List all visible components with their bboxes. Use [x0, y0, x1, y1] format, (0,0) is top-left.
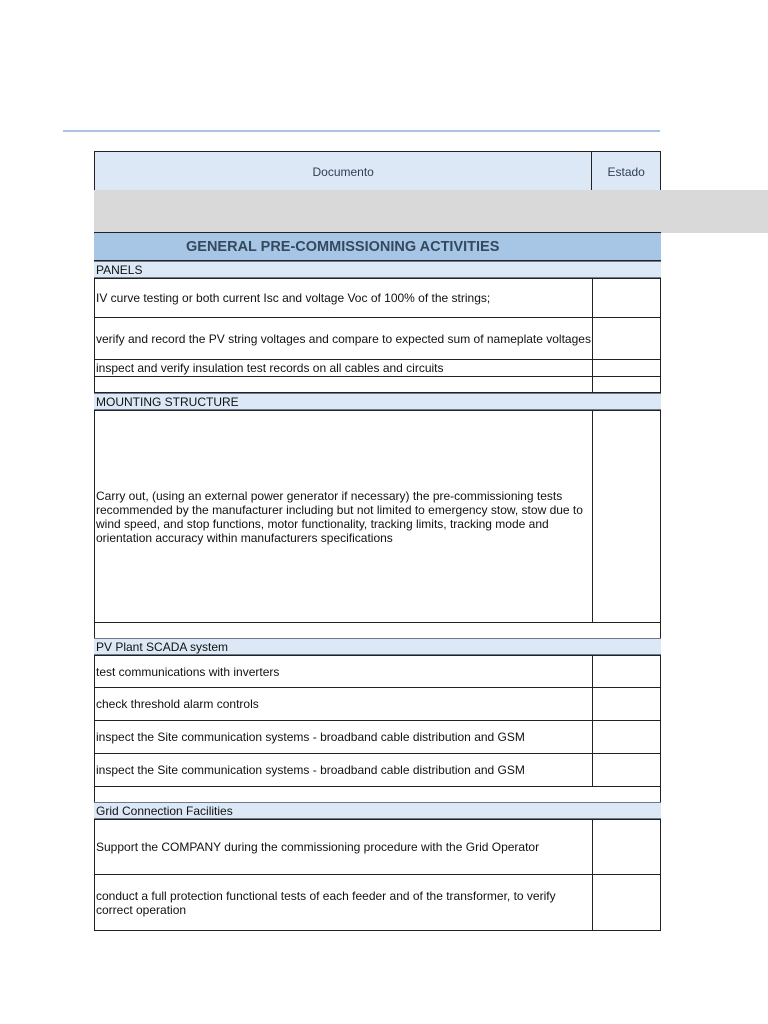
table-row	[94, 655, 661, 688]
table-row	[94, 360, 661, 377]
gray-band	[94, 190, 768, 233]
row-document: inspect the Site communication systems - broadband cable distribution and GSM	[95, 721, 593, 753]
table-row	[94, 410, 661, 623]
row-status-cell[interactable]	[593, 875, 660, 930]
row-document: inspect the Site communication systems - broadband cable distribution and GSM	[95, 754, 593, 786]
table-row	[94, 318, 661, 360]
table-row	[94, 875, 661, 931]
spacer-row	[94, 623, 661, 638]
section-grid-connection: Grid Connection Facilities	[94, 802, 661, 819]
section-scada: PV Plant SCADA system	[94, 638, 661, 655]
table-row	[94, 754, 661, 787]
row-document: conduct a full protection functional tests of each feeder and of the transformer, to verify correct operation	[95, 875, 593, 930]
row-status-cell[interactable]	[593, 721, 660, 753]
table-row	[94, 278, 661, 318]
row-status-cell[interactable]	[593, 318, 660, 359]
spacer-row	[94, 787, 661, 802]
table-row	[94, 721, 661, 754]
row-status-cell[interactable]	[593, 754, 660, 786]
section-panels: PANELS	[94, 261, 661, 278]
row-document: IV curve testing or both current Isc and voltage Voc of 100% of the strings;	[95, 279, 593, 317]
row-status-cell[interactable]	[593, 688, 660, 720]
table-row	[94, 819, 661, 875]
documento-header: Documento	[94, 151, 592, 192]
table-row-empty	[94, 377, 661, 393]
row-document: check threshold alarm controls	[95, 688, 593, 720]
row-document: test communications with inverters	[95, 656, 593, 687]
row-document: Support the COMPANY during the commissioning procedure with the Grid Operator	[95, 820, 593, 874]
estado-header: Estado	[592, 151, 661, 192]
row-document: Carry out, (using an external power generator if necessary) the pre-commissioning tests recommended by the manufacturer including but not limited to emergency stow, stow due to wind speed, and stop functions, motor functionality, tracking limits, tracking mode and orientation accuracy within manufacturers specifications	[95, 411, 593, 622]
page-title: GENERAL PRE-COMMISSIONING ACTIVITIES	[94, 232, 661, 261]
top-rule	[63, 130, 660, 132]
row-status-cell[interactable]	[593, 820, 660, 874]
table-header	[94, 151, 661, 190]
row-document: inspect and verify insulation test records on all cables and circuits	[95, 360, 593, 376]
row-status-cell[interactable]	[593, 656, 660, 687]
row-document: verify and record the PV string voltages and compare to expected sum of nameplate voltages	[95, 318, 593, 359]
row-status-cell[interactable]	[593, 279, 660, 317]
table-row	[94, 688, 661, 721]
row-status-cell[interactable]	[593, 411, 660, 622]
section-mounting-structure: MOUNTING STRUCTURE	[94, 393, 661, 410]
row-status-cell[interactable]	[593, 360, 660, 376]
